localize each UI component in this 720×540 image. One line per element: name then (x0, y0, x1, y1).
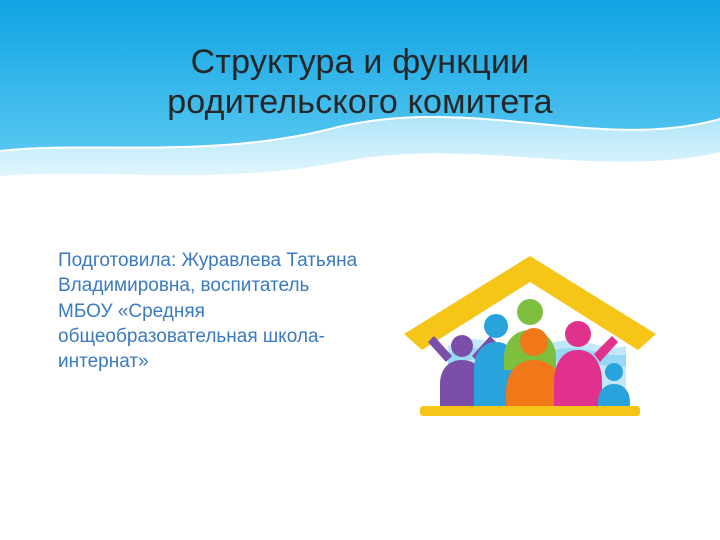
title-line-1: Структура и функции (190, 43, 530, 81)
slide-subtitle: Подготовила: Журавлева Татьяна Владимировна, воспитатель МБОУ «Средняя общеобразовательная школа- интернат» (58, 250, 358, 373)
family-house-logo (390, 250, 670, 430)
slide-title (60, 42, 660, 122)
title-line-2: родительского комитета (167, 83, 553, 122)
